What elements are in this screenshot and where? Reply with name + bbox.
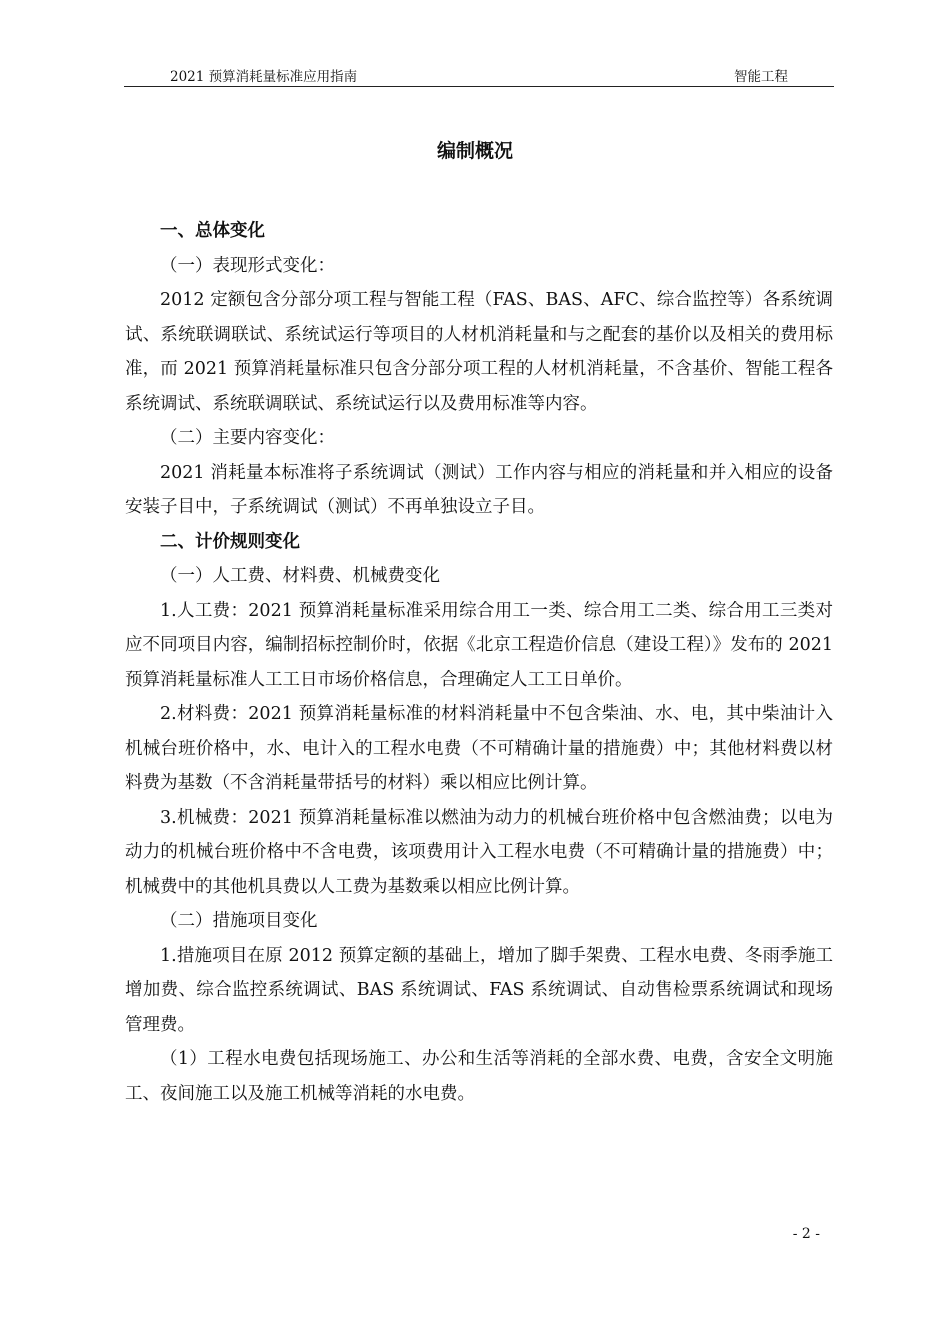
subheading-content-changes: （二）主要内容变化： xyxy=(160,428,335,448)
header-document-title: 2021 预算消耗量标准应用指南 xyxy=(170,69,358,85)
paragraph-content-changes: 2021 消耗量本标准将子系统调试（测试）工作内容与相应的消耗量和并入相应的设备安装子目中，子系统调试（测试）不再单独设立子目。 xyxy=(125,462,833,517)
subheading-cost-changes: （一）人工费、材料费、机械费变化 xyxy=(160,566,440,586)
paragraph-form-changes: 2012 定额包含分部分项工程与智能工程（FAS、BAS、AFC、综合监控等）各系统调试、系统联调联试、系统试运行等项目的人材机消耗量和与之配套的基价以及相关的费用标准，而 2021 预算消耗量标准只包含分部分项工程的人材机消耗量，不含基价、智能工程各系统调试、系统联调联试、系统试运行以及费用标准等内容。 xyxy=(125,290,833,414)
page-header xyxy=(124,62,834,87)
page-title: 编制概况 xyxy=(436,140,513,162)
paragraph-measure-items: 1.措施项目在原 2012 预算定额的基础上，增加了脚手架费、工程水电费、冬雨季施工增加费、综合监控系统调试、BAS 系统调试、FAS 系统调试、自动售检票系统调试和现场管理费。 xyxy=(125,945,833,1035)
paragraph-water-electricity: （1）工程水电费包括现场施工、办公和生活等消耗的全部水费、电费，含安全文明施工、夜间施工以及施工机械等消耗的水电费。 xyxy=(125,1049,833,1104)
paragraph-material-cost: 2.材料费：2021 预算消耗量标准的材料消耗量中不包含柴油、水、电，其中柴油计入机械台班价格中，水、电计入的工程水电费（不可精确计量的措施费）中；其他材料费以材料费为基数（不含消耗量带括号的材料）乘以相应比例计算。 xyxy=(125,704,833,793)
subheading-form-changes: （一）表现形式变化： xyxy=(160,255,335,276)
document-body xyxy=(125,214,833,1111)
section-heading-pricing-rules: 二、计价规则变化 xyxy=(160,531,300,552)
section-heading-overall-changes: 一、总体变化 xyxy=(160,221,265,241)
paragraph-labor-cost: 1.人工费：2021 预算消耗量标准采用综合用工一类、综合用工二类、综合用工三类对应不同项目内容，编制招标控制价时，依据《北京工程造价信息（建设工程）》发布的 2021 预算消耗量标准人工工日市场价格信息，合理确定人工工日单价。 xyxy=(125,600,833,690)
header-section-name: 智能工程 xyxy=(734,69,788,85)
paragraph-machinery-cost: 3.机械费：2021 预算消耗量标准以燃油为动力的机械台班价格中包含燃油费；以电为动力的机械台班价格中不含电费，该项费用计入工程水电费（不可精确计量的措施费）中；机械费中的其他机具费以人工费为基数乘以相应比例计算。 xyxy=(125,807,833,897)
subheading-measure-changes: （二）措施项目变化 xyxy=(160,911,318,931)
page-number: - 2 - xyxy=(792,1226,820,1242)
